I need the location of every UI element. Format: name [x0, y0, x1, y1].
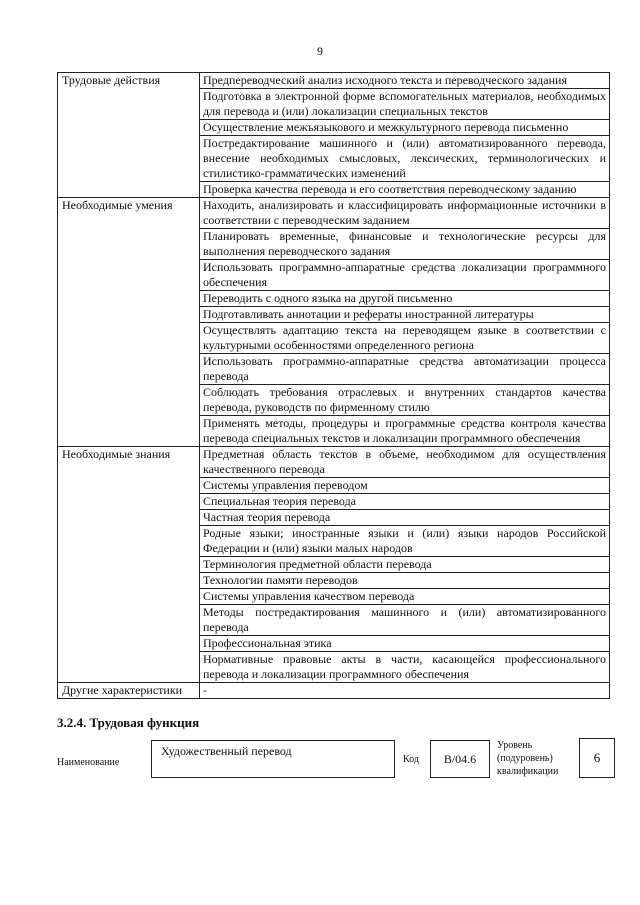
table-cell: Системы управления качеством перевода	[200, 589, 610, 605]
table-cell: Использовать программно-аппаратные средства локализации программного обеспечения	[200, 260, 610, 291]
table-cell: Применять методы, процедуры и программные средства контроля качества перевода специальных текстов и локализации программного обеспечения	[200, 416, 610, 447]
table-cell: Частная теория перевода	[200, 510, 610, 526]
group-label: Другие характеристики	[58, 683, 200, 699]
table-row	[58, 73, 610, 89]
table-cell: Методы постредактирования машинного и (или) автоматизированного перевода	[200, 605, 610, 636]
level-label-line: (подуровень)	[497, 753, 553, 764]
qualification-level-label	[497, 739, 558, 778]
table-cell: Использовать программно-аппаратные средства автоматизации процесса перевода	[200, 354, 610, 385]
section-title: 3.2.4. Трудовая функция	[57, 715, 200, 730]
table-row	[58, 447, 610, 478]
table-row	[58, 683, 610, 699]
group-label: Необходимые знания	[58, 447, 200, 683]
code-value-box: B/04.6	[430, 740, 490, 778]
table-cell: Находить, анализировать и классифицировать информационные источники в соответствии с переводческим заданием	[200, 198, 610, 229]
page-number: 9	[317, 44, 323, 58]
code-label: Код	[403, 754, 419, 765]
table-cell: Подготавливать аннотации и рефераты иностранной литературы	[200, 307, 610, 323]
name-value-box: Художественный перевод	[151, 740, 395, 778]
table-row	[58, 198, 610, 229]
table-cell: Осуществлять адаптацию текста на переводящем языке в соответствии с культурными особенностями определенного региона	[200, 323, 610, 354]
table-cell: Предпереводческий анализ исходного текста и переводческого задания	[200, 73, 610, 89]
group-label: Трудовые действия	[58, 73, 200, 198]
table-cell: Специальная теория перевода	[200, 494, 610, 510]
table-cell: Планировать временные, финансовые и технологические ресурсы для выполнения переводческого задания	[200, 229, 610, 260]
name-label: Наименование	[57, 757, 120, 768]
table-cell: Проверка качества перевода и его соответствия переводческому заданию	[200, 182, 610, 198]
table-cell: -	[200, 683, 610, 699]
table-cell: Предметная область текстов в объеме, необходимом для осуществления качественного перевода	[200, 447, 610, 478]
table-cell: Осуществление межъязыкового и межкультурного перевода письменно	[200, 120, 610, 136]
table-cell: Постредактирование машинного и (или) автоматизированного перевода, внесение необходимых смысловых, лексических, терминологических и стилистико-грамматических изменений	[200, 136, 610, 182]
table-cell: Нормативные правовые акты в части, касающейся профессионального перевода и локализации программного обеспечения	[200, 652, 610, 683]
table-cell: Переводить с одного языка на другой письменно	[200, 291, 610, 307]
table-cell: Профессиональная этика	[200, 636, 610, 652]
table-cell: Подготовка в электронной форме вспомогательных материалов, необходимых для перевода и (или) локализации специальных текстов	[200, 89, 610, 120]
group-label: Необходимые умения	[58, 198, 200, 447]
qualification-level-box: 6	[579, 738, 615, 778]
table-cell: Соблюдать требования отраслевых и внутренних стандартов качества перевода, руководств по фирменному стилю	[200, 385, 610, 416]
table-cell: Технологии памяти переводов	[200, 573, 610, 589]
level-label-line: Уровень	[497, 740, 533, 751]
labor-functions-table	[57, 72, 610, 699]
table-cell: Родные языки; иностранные языки и (или) языки народов Российской Федерации и (или) языки малых народов	[200, 526, 610, 557]
table-cell: Терминология предметной области перевода	[200, 557, 610, 573]
table-cell: Системы управления переводом	[200, 478, 610, 494]
level-label-line: квалификации	[497, 766, 559, 777]
